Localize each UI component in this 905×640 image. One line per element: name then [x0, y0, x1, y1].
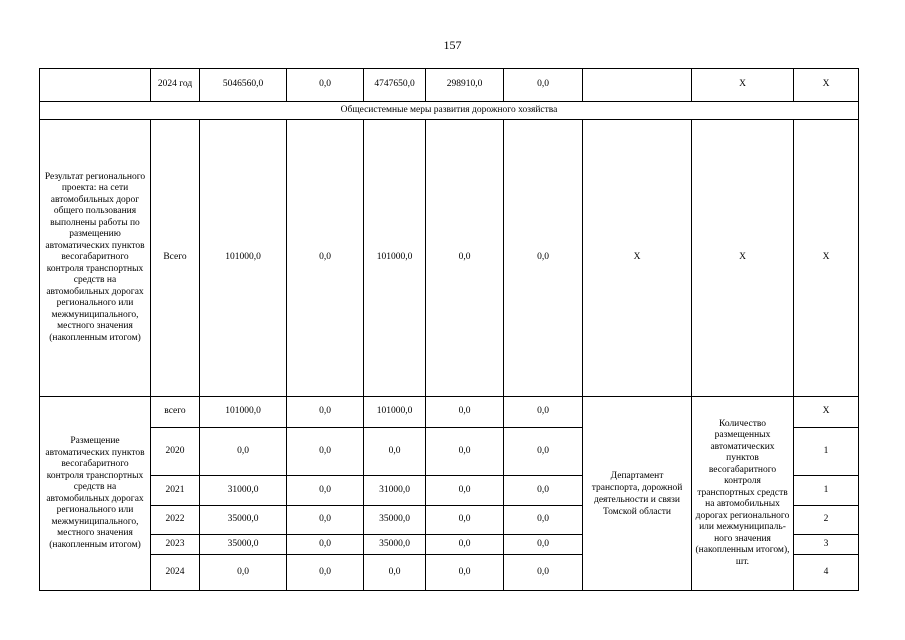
table-row [40, 69, 859, 102]
cell-regional: 31000,0 [364, 476, 426, 506]
cell-federal: 0,0 [287, 476, 364, 506]
cell-extrabudget: 0,0 [504, 535, 583, 555]
cell-total: 0,0 [200, 428, 287, 476]
cell-period: 2024 год [151, 69, 200, 102]
budget-table [39, 68, 859, 591]
cell-local: 0,0 [426, 120, 504, 397]
cell-regional: 101000,0 [364, 397, 426, 428]
cell-target: 3 [794, 535, 859, 555]
cell-total: 101000,0 [200, 397, 287, 428]
cell-extrabudget: 0,0 [504, 69, 583, 102]
cell-total: 5046560,0 [200, 69, 287, 102]
cell-period: всего [151, 397, 200, 428]
measure-name: Размещение автоматических пунктов весогабаритного контроля транспортных средств на автомобильных дорогах регионального или межмуниципального, местного значения (накопленным итогом) [40, 397, 151, 591]
cell-local: 0,0 [426, 428, 504, 476]
cell-period: Всего [151, 120, 200, 397]
cell-regional: 0,0 [364, 428, 426, 476]
cell-total: 35000,0 [200, 535, 287, 555]
cell-target: 1 [794, 476, 859, 506]
cell-local: 0,0 [426, 535, 504, 555]
cell-total: 35000,0 [200, 506, 287, 535]
cell-regional: 0,0 [364, 555, 426, 591]
cell-extrabudget: 0,0 [504, 476, 583, 506]
cell-period: 2020 [151, 428, 200, 476]
cell-total: 101000,0 [200, 120, 287, 397]
cell-total: 31000,0 [200, 476, 287, 506]
cell-regional: 35000,0 [364, 506, 426, 535]
cell-local: 0,0 [426, 506, 504, 535]
indicator-cell: Количество размещенных автоматических пунктов весогабаритного контроля транспортных средств на автомобильных дорогах регионального или межмуниципаль-ного значения (накопленным итогом), шт. [692, 397, 794, 591]
cell-period: 2022 [151, 506, 200, 535]
cell-federal: 0,0 [287, 69, 364, 102]
cell-period: 2023 [151, 535, 200, 555]
cell-executor [583, 69, 692, 102]
cell-federal: 0,0 [287, 428, 364, 476]
cell-period: 2024 [151, 555, 200, 591]
cell-period: 2021 [151, 476, 200, 506]
page-number: 157 [443, 38, 462, 52]
cell-indicator: X [692, 120, 794, 397]
cell-indicator: X [692, 69, 794, 102]
cell-total: 0,0 [200, 555, 287, 591]
cell-target: X [794, 397, 859, 428]
cell-local: 0,0 [426, 397, 504, 428]
cell-target: X [794, 69, 859, 102]
cell-regional: 4747650,0 [364, 69, 426, 102]
executor-cell: Департамент транспорта, дорожной деятельности и связи Томской области [583, 397, 692, 591]
cell-target: X [794, 120, 859, 397]
cell-extrabudget: 0,0 [504, 555, 583, 591]
cell-regional: 101000,0 [364, 120, 426, 397]
cell-extrabudget: 0,0 [504, 120, 583, 397]
cell-extrabudget: 0,0 [504, 506, 583, 535]
cell-local: 0,0 [426, 476, 504, 506]
cell-local: 0,0 [426, 555, 504, 591]
cell-federal: 0,0 [287, 555, 364, 591]
cell-extrabudget: 0,0 [504, 397, 583, 428]
cell-empty [40, 69, 151, 102]
section-title: Общесистемные меры развития дорожного хозяйства [40, 102, 859, 120]
cell-federal: 0,0 [287, 120, 364, 397]
cell-local: 298910,0 [426, 69, 504, 102]
cell-target: 4 [794, 555, 859, 591]
cell-federal: 0,0 [287, 397, 364, 428]
table-row [40, 120, 859, 397]
table-row [40, 397, 859, 428]
section-row [40, 102, 859, 120]
cell-executor: X [583, 120, 692, 397]
cell-federal: 0,0 [287, 535, 364, 555]
cell-regional: 35000,0 [364, 535, 426, 555]
cell-extrabudget: 0,0 [504, 428, 583, 476]
cell-target: 1 [794, 428, 859, 476]
result-name: Результат регионального проекта: на сети автомобильных дорог общего пользования выполнены работы по размещению автоматических пунктов весогабаритного контроля транспортных средств на автомобильных дорогах регионального или межмуниципального, местного значения (накопленным итогом) [40, 120, 151, 397]
cell-federal: 0,0 [287, 506, 364, 535]
cell-target: 2 [794, 506, 859, 535]
